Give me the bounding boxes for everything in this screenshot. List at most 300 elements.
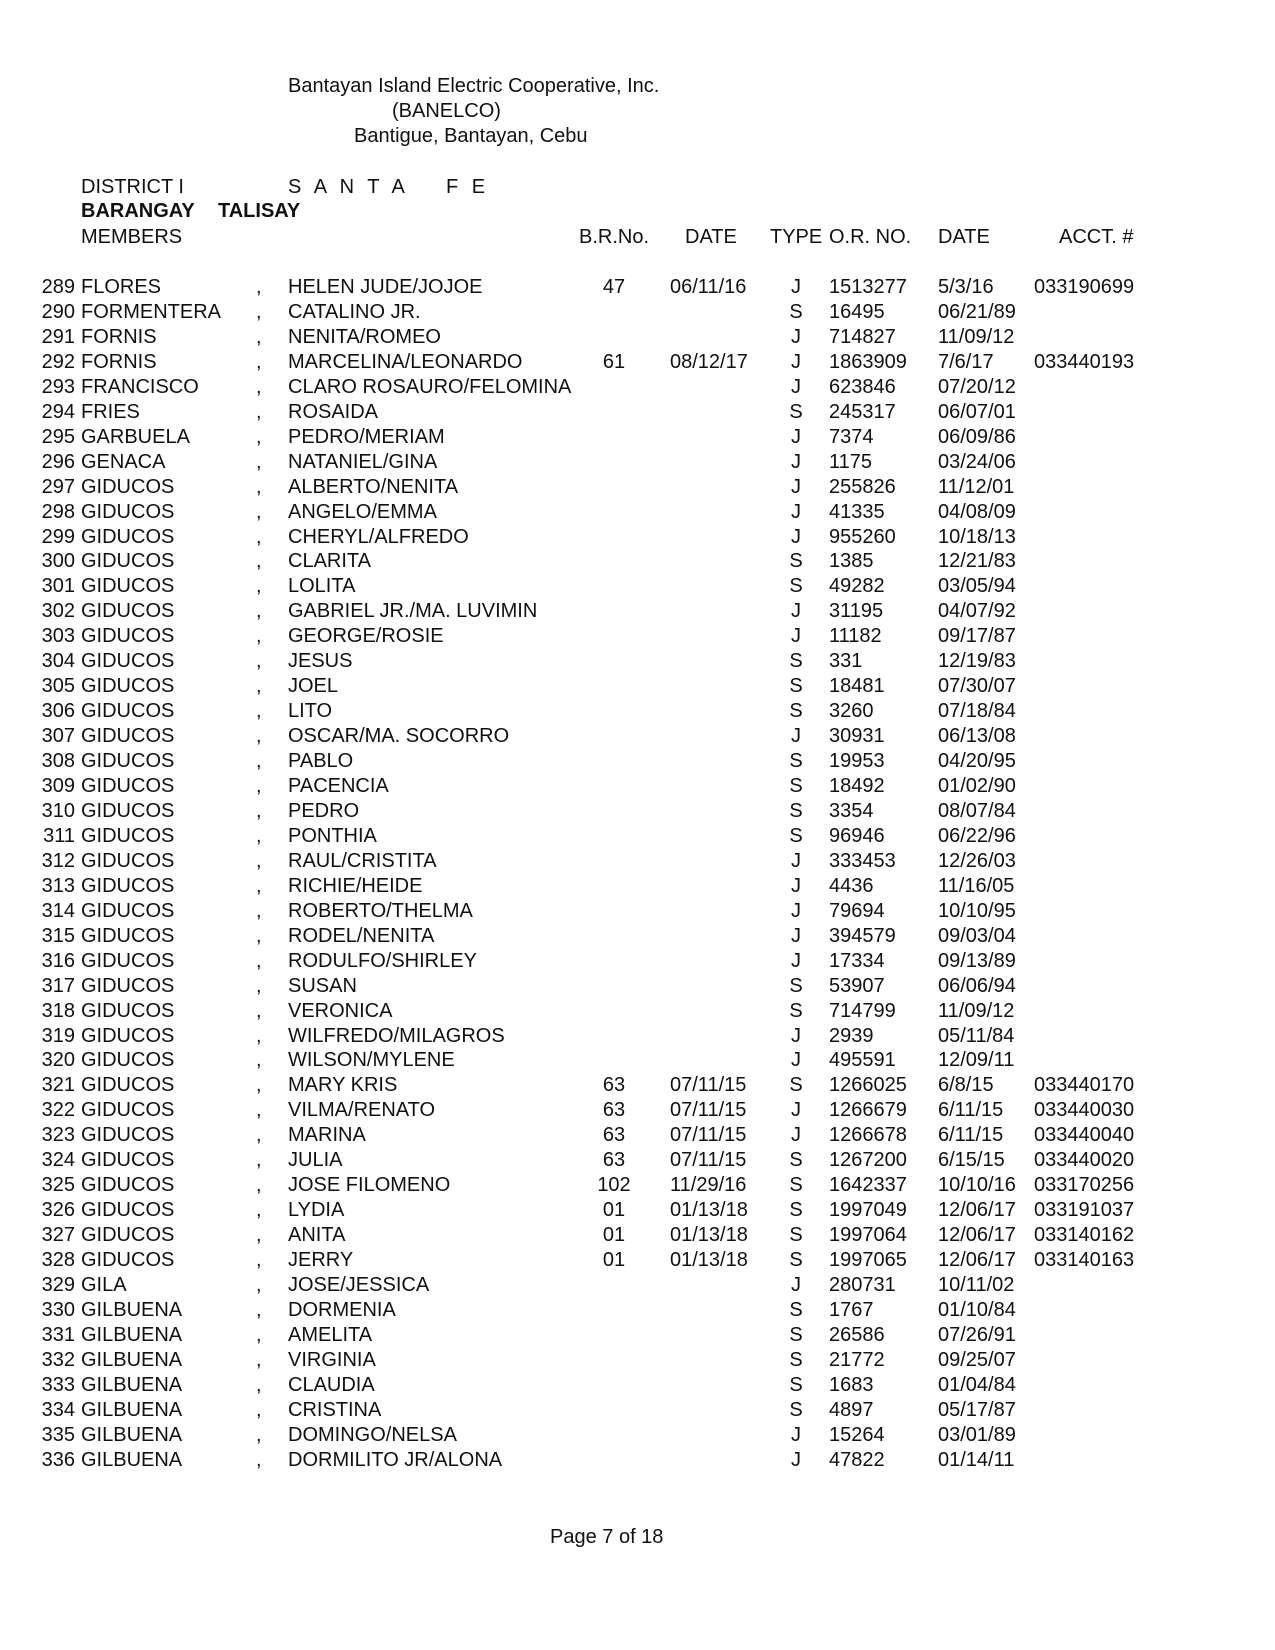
member-type: J <box>791 501 801 523</box>
name-separator: , <box>256 625 262 647</box>
br-number: 01 <box>602 1199 626 1221</box>
or-number: 7374 <box>829 426 874 448</box>
last-name: FLORES <box>81 276 162 298</box>
row-number: 300 <box>41 550 75 572</box>
first-name: LITO <box>288 700 333 722</box>
last-name: FRIES <box>81 401 140 423</box>
row-number: 292 <box>41 351 75 373</box>
last-name: FORNIS <box>81 326 157 348</box>
first-name: SUSAN <box>288 975 357 997</box>
member-type: S <box>789 1249 803 1271</box>
row-number: 309 <box>41 775 75 797</box>
name-separator: , <box>256 401 262 423</box>
last-name: GIDUCOS <box>81 650 175 672</box>
first-name: DOMINGO/NELSA <box>288 1424 457 1446</box>
row-number: 295 <box>41 426 75 448</box>
row-number: 294 <box>41 401 75 423</box>
member-type: J <box>791 526 801 548</box>
member-type: J <box>791 1099 801 1121</box>
or-date: 11/09/12 <box>938 326 1015 348</box>
first-name: RODULFO/SHIRLEY <box>288 950 477 972</box>
account-number: 033140163 <box>1034 1249 1135 1271</box>
br-date: 01/13/18 <box>670 1199 748 1221</box>
or-date: 06/06/94 <box>938 975 1016 997</box>
first-name: JOEL <box>288 675 339 697</box>
members-header: MEMBERS <box>81 226 183 248</box>
member-type: S <box>789 650 803 672</box>
br-date: 07/11/15 <box>670 1099 747 1121</box>
member-type: J <box>791 1424 801 1446</box>
member-type: S <box>789 1324 803 1346</box>
row-number: 330 <box>41 1299 75 1321</box>
or-date: 11/12/01 <box>938 476 1015 498</box>
last-name: GIDUCOS <box>81 1249 175 1271</box>
account-number: 033440193 <box>1034 351 1135 373</box>
or-number: 26586 <box>829 1324 885 1346</box>
or-number: 1266025 <box>829 1074 907 1096</box>
row-number: 318 <box>41 1000 75 1022</box>
row-number: 336 <box>41 1449 75 1471</box>
row-number: 296 <box>41 451 75 473</box>
member-type: S <box>789 1349 803 1371</box>
br-number: 01 <box>602 1249 626 1271</box>
row-number: 291 <box>41 326 75 348</box>
or-number: 16495 <box>829 301 885 323</box>
row-number: 329 <box>41 1274 75 1296</box>
or-number: 1266679 <box>829 1099 907 1121</box>
last-name: FRANCISCO <box>81 376 199 398</box>
row-number: 299 <box>41 526 75 548</box>
member-type: J <box>791 950 801 972</box>
last-name: GILBUENA <box>81 1349 183 1371</box>
last-name: FORNIS <box>81 351 157 373</box>
br-number: 102 <box>597 1174 631 1196</box>
or-date: 10/18/13 <box>938 526 1016 548</box>
first-name: RICHIE/HEIDE <box>288 875 423 897</box>
last-name: GIDUCOS <box>81 925 175 947</box>
last-name: GENACA <box>81 451 166 473</box>
or-number: 495591 <box>829 1049 896 1071</box>
row-number: 308 <box>41 750 75 772</box>
first-name: VIRGINIA <box>288 1349 376 1371</box>
row-number: 293 <box>41 376 75 398</box>
or-date: 12/06/17 <box>938 1224 1016 1246</box>
name-separator: , <box>256 600 262 622</box>
row-number: 311 <box>43 825 75 847</box>
member-type: S <box>789 800 803 822</box>
col-br-no-header: B.R.No. <box>579 226 650 248</box>
last-name: GILBUENA <box>81 1299 183 1321</box>
member-type: S <box>789 1374 803 1396</box>
or-number: 1683 <box>829 1374 874 1396</box>
last-name: GIDUCOS <box>81 600 175 622</box>
row-number: 331 <box>41 1324 75 1346</box>
name-separator: , <box>256 550 262 572</box>
row-number: 321 <box>41 1074 75 1096</box>
row-number: 335 <box>41 1424 75 1446</box>
member-type: J <box>791 376 801 398</box>
name-separator: , <box>256 526 262 548</box>
row-number: 333 <box>41 1374 75 1396</box>
name-separator: , <box>256 351 262 373</box>
name-separator: , <box>256 501 262 523</box>
member-type: S <box>789 401 803 423</box>
first-name: LOLITA <box>288 575 356 597</box>
member-type: J <box>791 1025 801 1047</box>
name-separator: , <box>256 750 262 772</box>
last-name: GIDUCOS <box>81 950 175 972</box>
member-type: S <box>789 301 803 323</box>
member-type: S <box>789 1399 803 1421</box>
member-type: S <box>789 1199 803 1221</box>
or-date: 04/08/09 <box>938 501 1016 523</box>
name-separator: , <box>256 1049 262 1071</box>
name-separator: , <box>256 1149 262 1171</box>
or-date: 10/11/02 <box>938 1274 1015 1296</box>
name-separator: , <box>256 1174 262 1196</box>
row-number: 327 <box>41 1224 75 1246</box>
first-name: VILMA/RENATO <box>288 1099 436 1121</box>
row-number: 312 <box>41 850 75 872</box>
or-date: 01/14/11 <box>938 1449 1015 1471</box>
br-date: 08/12/17 <box>670 351 748 373</box>
or-number: 41335 <box>829 501 885 523</box>
district-label: DISTRICT I <box>81 176 184 198</box>
last-name: GILBUENA <box>81 1449 183 1471</box>
col-type-header: TYPE <box>770 226 823 248</box>
or-number: 47822 <box>829 1449 885 1471</box>
name-separator: , <box>256 800 262 822</box>
or-number: 714799 <box>829 1000 896 1022</box>
member-type: S <box>789 1149 803 1171</box>
or-number: 4897 <box>829 1399 874 1421</box>
row-number: 332 <box>41 1349 75 1371</box>
or-number: 18492 <box>829 775 885 797</box>
or-number: 1997064 <box>829 1224 907 1246</box>
or-date: 04/20/95 <box>938 750 1016 772</box>
first-name: JOSE FILOMENO <box>288 1174 451 1196</box>
account-number: 033440170 <box>1034 1074 1135 1096</box>
member-type: S <box>789 1224 803 1246</box>
row-number: 307 <box>41 725 75 747</box>
last-name: GIDUCOS <box>81 526 175 548</box>
or-date: 09/17/87 <box>938 625 1016 647</box>
br-date: 01/13/18 <box>670 1224 748 1246</box>
name-separator: , <box>256 650 262 672</box>
member-type: J <box>791 1449 801 1471</box>
row-number: 313 <box>41 875 75 897</box>
row-number: 301 <box>41 575 75 597</box>
last-name: GIDUCOS <box>81 1000 175 1022</box>
or-date: 12/06/17 <box>938 1199 1016 1221</box>
or-number: 1863909 <box>829 351 907 373</box>
member-type: S <box>789 1074 803 1096</box>
or-number: 17334 <box>829 950 885 972</box>
or-date: 07/20/12 <box>938 376 1016 398</box>
member-type: S <box>789 975 803 997</box>
member-type: J <box>791 426 801 448</box>
name-separator: , <box>256 675 262 697</box>
member-type: J <box>791 476 801 498</box>
or-date: 6/11/15 <box>938 1099 1004 1121</box>
last-name: GIDUCOS <box>81 725 175 747</box>
member-type: J <box>791 351 801 373</box>
or-date: 6/15/15 <box>938 1149 1005 1171</box>
or-number: 49282 <box>829 575 885 597</box>
last-name: GIDUCOS <box>81 825 175 847</box>
row-number: 306 <box>41 700 75 722</box>
br-number: 63 <box>602 1074 626 1096</box>
row-number: 319 <box>41 1025 75 1047</box>
or-number: 3354 <box>829 800 874 822</box>
name-separator: , <box>256 1000 262 1022</box>
row-number: 310 <box>41 800 75 822</box>
or-number: 11182 <box>829 625 882 647</box>
last-name: GIDUCOS <box>81 1074 175 1096</box>
member-type: J <box>791 875 801 897</box>
or-date: 05/17/87 <box>938 1399 1016 1421</box>
or-number: 714827 <box>829 326 896 348</box>
name-separator: , <box>256 276 262 298</box>
name-separator: , <box>256 301 262 323</box>
account-number: 033440030 <box>1034 1099 1135 1121</box>
or-date: 06/22/96 <box>938 825 1016 847</box>
last-name: GIDUCOS <box>81 775 175 797</box>
or-number: 280731 <box>829 1274 896 1296</box>
or-date: 07/30/07 <box>938 675 1016 697</box>
member-type: S <box>789 750 803 772</box>
br-number: 63 <box>602 1124 626 1146</box>
first-name: OSCAR/MA. SOCORRO <box>288 725 510 747</box>
name-separator: , <box>256 1324 262 1346</box>
last-name: GIDUCOS <box>81 476 175 498</box>
barangay-label: BARANGAY <box>81 200 195 222</box>
or-number: 1642337 <box>829 1174 907 1196</box>
or-number: 96946 <box>829 825 885 847</box>
first-name: RODEL/NENITA <box>288 925 435 947</box>
last-name: GARBUELA <box>81 426 190 448</box>
member-type: S <box>789 550 803 572</box>
name-separator: , <box>256 1124 262 1146</box>
or-number: 1997049 <box>829 1199 907 1221</box>
first-name: PEDRO/MERIAM <box>288 426 445 448</box>
or-number: 30931 <box>829 725 885 747</box>
last-name: GILA <box>81 1274 127 1296</box>
first-name: WILFREDO/MILAGROS <box>288 1025 505 1047</box>
first-name: ALBERTO/NENITA <box>288 476 459 498</box>
last-name: GIDUCOS <box>81 1199 175 1221</box>
first-name: RAUL/CRISTITA <box>288 850 437 872</box>
col-date-header: DATE <box>685 226 737 248</box>
last-name: GIDUCOS <box>81 1224 175 1246</box>
or-number: 1385 <box>829 550 874 572</box>
or-number: 245317 <box>829 401 896 423</box>
or-number: 53907 <box>829 975 885 997</box>
or-number: 19953 <box>829 750 885 772</box>
first-name: JOSE/JESSICA <box>288 1274 430 1296</box>
or-date: 11/16/05 <box>938 875 1015 897</box>
or-number: 1175 <box>829 451 873 473</box>
member-type: J <box>791 1124 801 1146</box>
or-date: 5/3/16 <box>938 276 994 298</box>
member-type: S <box>789 775 803 797</box>
name-separator: , <box>256 376 262 398</box>
name-separator: , <box>256 725 262 747</box>
last-name: GIDUCOS <box>81 900 175 922</box>
or-number: 15264 <box>829 1424 885 1446</box>
or-number: 394579 <box>829 925 896 947</box>
or-date: 06/07/01 <box>938 401 1016 423</box>
account-number: 033140162 <box>1034 1224 1135 1246</box>
or-date: 03/01/89 <box>938 1424 1016 1446</box>
account-number: 033170256 <box>1034 1174 1135 1196</box>
org-address: Bantigue, Bantayan, Cebu <box>354 125 588 147</box>
name-separator: , <box>256 1249 262 1271</box>
name-separator: , <box>256 825 262 847</box>
name-separator: , <box>256 850 262 872</box>
account-number: 033440020 <box>1034 1149 1135 1171</box>
first-name: GEORGE/ROSIE <box>288 625 444 647</box>
or-number: 21772 <box>829 1349 885 1371</box>
name-separator: , <box>256 900 262 922</box>
row-number: 304 <box>41 650 75 672</box>
or-date: 10/10/16 <box>938 1174 1016 1196</box>
name-separator: , <box>256 925 262 947</box>
last-name: GIDUCOS <box>81 1174 175 1196</box>
or-number: 1267200 <box>829 1149 907 1171</box>
row-number: 322 <box>41 1099 75 1121</box>
first-name: NATANIEL/GINA <box>288 451 438 473</box>
first-name: ANGELO/EMMA <box>288 501 437 523</box>
first-name: NENITA/ROMEO <box>288 326 441 348</box>
or-date: 06/09/86 <box>938 426 1016 448</box>
member-type: J <box>791 925 801 947</box>
br-number: 47 <box>602 276 626 298</box>
name-separator: , <box>256 1025 262 1047</box>
or-date: 10/10/95 <box>938 900 1016 922</box>
last-name: GILBUENA <box>81 1374 183 1396</box>
row-number: 324 <box>41 1149 75 1171</box>
or-number: 1513277 <box>829 276 907 298</box>
member-type: S <box>789 675 803 697</box>
or-number: 255826 <box>829 476 896 498</box>
or-date: 12/21/83 <box>938 550 1016 572</box>
row-number: 314 <box>41 900 75 922</box>
first-name: CLAUDIA <box>288 1374 375 1396</box>
or-date: 12/06/17 <box>938 1249 1016 1271</box>
first-name: ANITA <box>288 1224 346 1246</box>
first-name: GABRIEL JR./MA. LUVIMIN <box>288 600 538 622</box>
row-number: 325 <box>41 1174 75 1196</box>
last-name: GIDUCOS <box>81 975 175 997</box>
last-name: GIDUCOS <box>81 550 175 572</box>
barangay-name: TALISAY <box>218 200 301 222</box>
or-date: 01/02/90 <box>938 775 1016 797</box>
last-name: GIDUCOS <box>81 625 175 647</box>
or-number: 955260 <box>829 526 896 548</box>
br-date: 07/11/15 <box>670 1149 747 1171</box>
first-name: CATALINO JR. <box>288 301 421 323</box>
br-date: 01/13/18 <box>670 1249 748 1271</box>
or-date: 04/07/92 <box>938 600 1016 622</box>
member-type: J <box>791 1274 801 1296</box>
account-number: 033190699 <box>1034 276 1135 298</box>
br-number: 61 <box>602 351 626 373</box>
or-date: 12/26/03 <box>938 850 1016 872</box>
member-type: S <box>789 700 803 722</box>
last-name: GIDUCOS <box>81 850 175 872</box>
br-date: 07/11/15 <box>670 1124 747 1146</box>
name-separator: , <box>256 700 262 722</box>
row-number: 315 <box>41 925 75 947</box>
org-abbrev: (BANELCO) <box>392 100 501 122</box>
name-separator: , <box>256 1074 262 1096</box>
first-name: MARINA <box>288 1124 366 1146</box>
row-number: 323 <box>41 1124 75 1146</box>
or-date: 12/09/11 <box>938 1049 1015 1071</box>
first-name: DORMENIA <box>288 1299 396 1321</box>
or-date: 08/07/84 <box>938 800 1016 822</box>
or-number: 3260 <box>829 700 874 722</box>
or-date: 09/03/04 <box>938 925 1016 947</box>
name-separator: , <box>256 451 262 473</box>
name-separator: , <box>256 975 262 997</box>
first-name: ROSAIDA <box>288 401 379 423</box>
member-type: J <box>791 326 801 348</box>
first-name: JESUS <box>288 650 353 672</box>
br-date: 11/29/16 <box>670 1174 747 1196</box>
first-name: MARY KRIS <box>288 1074 398 1096</box>
or-date: 01/10/84 <box>938 1299 1016 1321</box>
name-separator: , <box>256 575 262 597</box>
first-name: PABLO <box>288 750 354 772</box>
or-date: 06/21/89 <box>938 301 1016 323</box>
last-name: FORMENTERA <box>81 301 221 323</box>
or-date: 11/09/12 <box>938 1000 1015 1022</box>
or-number: 18481 <box>829 675 885 697</box>
row-number: 328 <box>41 1249 75 1271</box>
br-date: 06/11/16 <box>670 276 747 298</box>
last-name: GILBUENA <box>81 1424 183 1446</box>
or-date: 07/26/91 <box>938 1324 1016 1346</box>
or-number: 1767 <box>829 1299 874 1321</box>
or-number: 623846 <box>829 376 896 398</box>
last-name: GIDUCOS <box>81 1099 175 1121</box>
row-number: 334 <box>41 1399 75 1421</box>
account-number: 033440040 <box>1034 1124 1135 1146</box>
or-number: 79694 <box>829 900 885 922</box>
first-name: CLARO ROSAURO/FELOMINA <box>288 376 572 398</box>
br-number: 63 <box>602 1149 626 1171</box>
or-number: 1997065 <box>829 1249 907 1271</box>
or-number: 331 <box>829 650 863 672</box>
or-date: 12/19/83 <box>938 650 1016 672</box>
or-number: 333453 <box>829 850 896 872</box>
member-type: J <box>791 1049 801 1071</box>
last-name: GIDUCOS <box>81 1025 175 1047</box>
first-name: CLARITA <box>288 550 371 572</box>
name-separator: , <box>256 1374 262 1396</box>
name-separator: , <box>256 1224 262 1246</box>
or-date: 03/05/94 <box>938 575 1016 597</box>
first-name: JULIA <box>288 1149 343 1171</box>
row-number: 303 <box>41 625 75 647</box>
org-name: Bantayan Island Electric Cooperative, Inc. <box>288 75 660 97</box>
name-separator: , <box>256 1199 262 1221</box>
or-date: 09/25/07 <box>938 1349 1016 1371</box>
first-name: CHERYL/ALFREDO <box>288 526 469 548</box>
account-number: 033191037 <box>1034 1199 1135 1221</box>
